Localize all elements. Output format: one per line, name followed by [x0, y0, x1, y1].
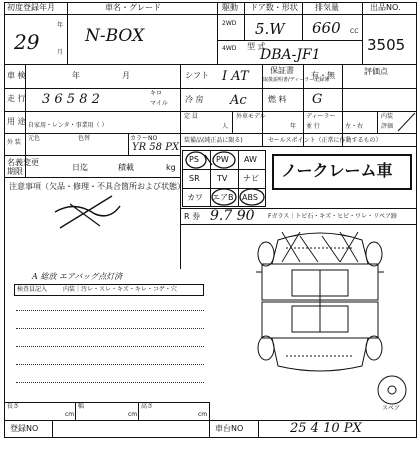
usage-options: 自家用・レンタ・事業用（ ）: [28, 122, 108, 129]
door-label: ドア数・形状: [250, 3, 298, 12]
km-unit: キロ: [150, 90, 163, 97]
month-day-label: 日迄: [72, 163, 88, 172]
load-label: 積載: [118, 163, 134, 172]
reg-no-label: 登録NO: [10, 424, 39, 433]
lot-label: 出品NO.: [370, 3, 401, 12]
equip-navi: ナビ: [243, 174, 259, 183]
displacement-label: 排気量: [315, 3, 339, 12]
shaken-month: 月: [122, 71, 130, 80]
hw-color: YR 58 PX: [132, 142, 180, 153]
r-ticket-label: R 券: [184, 212, 201, 221]
hw-ac: Ac: [230, 93, 247, 108]
equip-pw: PW: [216, 155, 229, 164]
hw-notes: A 総放 エアバッグ点灯済: [32, 272, 123, 281]
model-label: 型 式: [247, 42, 266, 51]
width-label: 幅: [78, 403, 85, 410]
b-v2: [138, 402, 139, 420]
equip-aw: AW: [244, 155, 257, 164]
hw-odometer: 3 6 5 8 2: [42, 92, 100, 107]
hw-car-name: N-BOX: [85, 26, 145, 46]
equip-tv: TV: [217, 174, 228, 183]
shift-label: シフト: [185, 71, 209, 80]
dealer-label: ディーラー: [306, 113, 336, 120]
import-year: 年: [290, 123, 297, 130]
capacity-label: 定 員: [184, 113, 198, 120]
color-change-label: 色替: [78, 135, 91, 142]
capacity-unit: 人: [222, 123, 229, 130]
b-v1: [75, 402, 76, 420]
equip-airbag: エアB: [212, 193, 234, 202]
height-unit: cm: [198, 411, 208, 418]
b-v4: [52, 420, 53, 438]
bottom-line1: [4, 402, 209, 403]
hw-fuel: G: [312, 92, 323, 107]
frame-no-label: 車台NO: [215, 424, 244, 433]
hw-displacement: 660: [312, 19, 341, 37]
hw-year: 29: [14, 30, 40, 54]
interior-score-label: 内装: [381, 113, 394, 120]
spare-label: スペア: [382, 405, 401, 412]
b-v5: [258, 420, 259, 438]
sales-label: セールスポイント（正常に作動するもの）: [268, 137, 382, 144]
equip-label: 装備品(純正品に限る): [184, 137, 243, 144]
color-no-label: カラーNO: [130, 135, 158, 142]
warranty-yes-no: 有・無: [311, 71, 335, 80]
equip-sr: SR: [189, 174, 200, 183]
equip-abs: ABS: [242, 193, 258, 202]
b-v3: [209, 402, 210, 438]
year-unit: 年: [57, 22, 64, 29]
usage-label: 用 途: [7, 117, 26, 126]
front-glass-label: Fガラス｜トビ石・キズ・ヒビ・ワレ・リペア跡: [268, 213, 398, 220]
import-label: 外車モデル: [236, 113, 266, 120]
hw-door: 5.W: [255, 20, 285, 38]
fuel-label: 燃 料: [268, 95, 287, 104]
equip-ps: PS: [189, 155, 199, 164]
warranty-label: 保証書: [270, 66, 294, 75]
drive-2wd: 2WD: [222, 20, 237, 27]
height-label: 高さ: [141, 403, 154, 410]
hw-r-value: 9.7 90: [210, 208, 255, 224]
lot-number: 3505: [367, 36, 406, 54]
handle-label: 左・右: [345, 123, 364, 130]
exterior-label: 外 装: [7, 139, 21, 146]
hw-model: DBA-JF1: [260, 47, 321, 63]
deadline-label: 期限: [7, 167, 23, 176]
parallel-label: 並 行: [306, 123, 320, 130]
shaken-year: 年: [72, 71, 80, 80]
car-name-label: 車名・グレード: [105, 3, 161, 12]
drive-label: 駆動: [222, 3, 238, 12]
mileage-label: 走 行: [7, 94, 26, 103]
width-unit: cm: [128, 411, 138, 418]
ac-label: 冷 房: [185, 95, 204, 104]
month-unit: 月: [57, 49, 64, 56]
drive-4wd: 4WD: [222, 45, 237, 52]
mile-unit: マイル: [150, 100, 168, 107]
notes-label: 注意事項（欠品・修理・不具合箇所および状態）: [9, 182, 185, 191]
equip-leather: カワ: [187, 193, 203, 202]
length-label: 長さ: [7, 403, 20, 410]
orig-color-label: 元色: [28, 135, 41, 142]
hw-frame-no: 25 4 10 PX: [290, 421, 362, 436]
warranty-sub: 取扱説明書/ディーラー記録簿: [263, 77, 330, 83]
score-label: 評価点: [364, 67, 388, 76]
shaken-label: 車 検: [7, 71, 26, 80]
interior-check: 内装｜汚レ・スレ・キズ・キレ・コゲ・穴: [63, 286, 177, 293]
no-claim-text: ノークレーム車: [281, 161, 393, 180]
kg-unit: kg: [166, 163, 176, 172]
first-reg-label: 初度登録年月: [7, 3, 55, 12]
cc-unit: CC: [350, 28, 359, 35]
length-unit: cm: [65, 411, 75, 418]
interior-score-sub: 評価: [381, 123, 394, 130]
name-change-label: 名義変更: [7, 158, 39, 167]
hw-shift: I AT: [222, 69, 249, 84]
inspector-label: 検査員記入: [17, 286, 48, 293]
